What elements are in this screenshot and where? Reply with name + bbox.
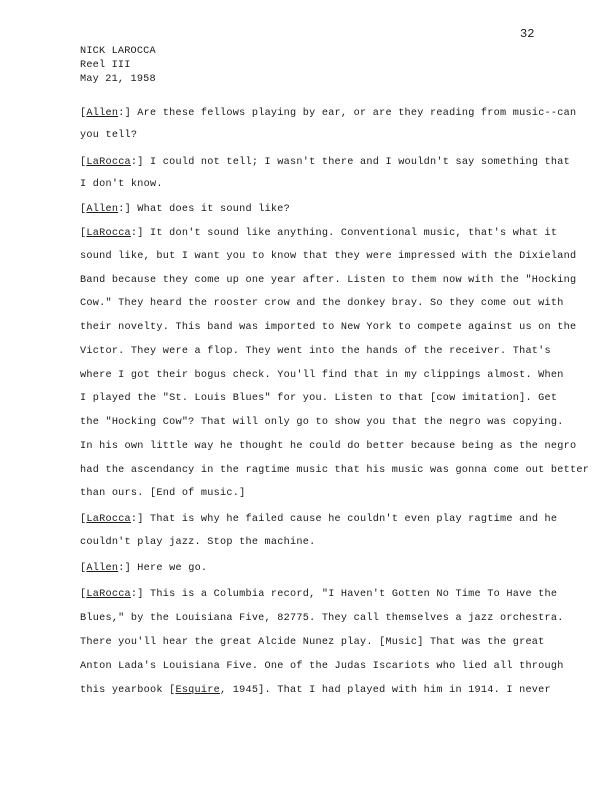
transcript-line [80, 157, 571, 168]
bracket-open: [ [80, 563, 87, 574]
speaker-label: Allen [86, 204, 119, 215]
line-text: There you'll hear the great Alcide Nunez play. [Music] That was the great [80, 637, 545, 648]
transcript-line [80, 563, 542, 574]
line-text: , 1945]. That I had played with him in 1914. I never [220, 685, 551, 696]
speaker-label: LaRocca [86, 589, 131, 600]
transcript-line [80, 537, 542, 548]
bracket-open: [ [80, 108, 87, 119]
line-text: the "Hocking Cow"? That will only go to show you that the negro was copying. [80, 417, 564, 428]
transcript-line [80, 589, 558, 600]
transcript-line [80, 465, 590, 476]
speaker-label: LaRocca [86, 228, 131, 239]
line-text: I don't know. [80, 179, 163, 190]
line-text: than ours. [End of music.] [80, 488, 246, 499]
transcript-line [80, 661, 564, 672]
line-text: I played the "St. Louis Blues" for you. Listen to that [cow imitation]. Get [80, 393, 558, 404]
line-text: In his own little way he thought he could do better because being as the negro [80, 441, 577, 452]
line-text: :] What does it sound like? [118, 204, 291, 215]
line-text: you tell? [80, 130, 138, 141]
transcript-line [80, 637, 545, 648]
speaker-label: LaRocca [86, 514, 131, 525]
line-text: sound like, but I want you to know that they were impressed with the Dixieland [80, 251, 577, 262]
publication-title: Esquire [175, 685, 220, 696]
line-text: :] Here we go. [118, 563, 208, 574]
line-text: Cow." They heard the rooster crow and the donkey bray. So they come out with [80, 298, 564, 309]
line-text: Band because they come up one year after. Listen to them now with the "Hocking [80, 275, 577, 286]
transcript-line [80, 346, 551, 357]
transcript-line [80, 488, 542, 499]
speaker-label: LaRocca [86, 157, 131, 168]
bracket-open: [ [80, 589, 87, 600]
speaker-label: Allen [86, 108, 119, 119]
transcript-line [80, 417, 564, 428]
page-number: 32 [520, 27, 535, 41]
line-text: where I got their bogus check. You'll find that in my clippings almost. When [80, 370, 564, 381]
transcript-line [80, 179, 542, 190]
transcript-line [80, 685, 551, 696]
line-text: :] That is why he failed cause he couldn't even play ragtime and he [130, 514, 558, 525]
line-text: had the ascendancy in the ragtime music that his music was gonna come out better [80, 465, 590, 476]
transcript-line [80, 130, 542, 141]
line-text: couldn't play jazz. Stop the machine. [80, 537, 316, 548]
line-text: :] It don't sound like anything. Conventional music, that's what it [130, 228, 558, 239]
transcript-line [80, 251, 577, 262]
reel-label: Reel III [80, 60, 131, 71]
transcript-line [80, 514, 558, 525]
speaker-label: Allen [86, 563, 119, 574]
transcript-line [80, 298, 564, 309]
transcript-line [80, 204, 542, 215]
bracket-open: [ [80, 157, 87, 168]
line-text: :] Are these fellows playing by ear, or are they reading from music--can [118, 108, 577, 119]
line-text: Anton Lada's Louisiana Five. One of the Judas Iscariots who lied all through [80, 661, 564, 672]
line-text: this yearbook [ [80, 685, 176, 696]
transcript-line [80, 108, 577, 119]
transcript-line [80, 322, 577, 333]
bracket-open: [ [80, 204, 87, 215]
transcript-line [80, 393, 558, 404]
transcript-line [80, 613, 564, 624]
bracket-open: [ [80, 514, 87, 525]
line-text: their novelty. This band was imported to New York to compete against us on the [80, 322, 577, 333]
interviewee-name: NICK LAROCCA [80, 46, 156, 57]
line-text: Blues," by the Louisiana Five, 82775. They call themselves a jazz orchestra. [80, 613, 564, 624]
line-text: :] This is a Columbia record, "I Haven't Gotten No Time To Have the [130, 589, 558, 600]
transcript-line [80, 441, 577, 452]
transcript-line [80, 275, 577, 286]
line-text: :] I could not tell; I wasn't there and I wouldn't say something that [130, 157, 571, 168]
bracket-open: [ [80, 228, 87, 239]
line-text: Victor. They were a flop. They went into the hands of the receiver. That's [80, 346, 551, 357]
interview-date: May 21, 1958 [80, 74, 156, 85]
transcript-line [80, 370, 564, 381]
transcript-line [80, 228, 558, 239]
